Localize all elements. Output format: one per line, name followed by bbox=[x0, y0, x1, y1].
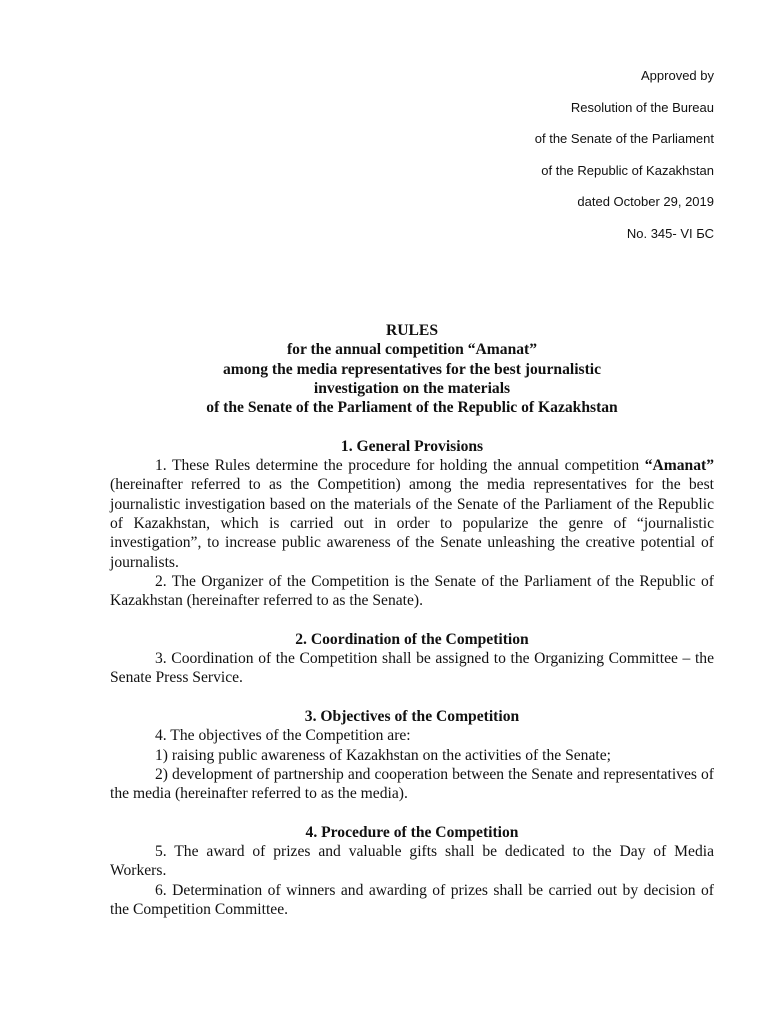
paragraph-1 bbox=[110, 456, 714, 572]
document-body bbox=[110, 321, 714, 919]
title-line: for the annual competition “Amanat” bbox=[286, 341, 538, 359]
paragraph-3: 3. Coordination of the Competition shall be assigned to the Organizing Committee – the Senate Press Service. bbox=[110, 650, 714, 687]
paragraph-2: 2. The Organizer of the Competition is the Senate of the Parliament of the Republic of Kazakhstan (hereinafter referred to as the Senate). bbox=[110, 572, 714, 610]
paragraph-4-item-1: 1) raising public awareness of Kazakhstan on the activities of the Senate; bbox=[155, 746, 611, 764]
paragraph-5: 5. The award of prizes and valuable gifts shall be dedicated to the Day of Media Workers. bbox=[110, 843, 714, 880]
section-heading-general-provisions: 1. General Provisions bbox=[340, 437, 484, 455]
title-line: RULES bbox=[386, 322, 438, 339]
paragraph-4: 4. The objectives of the Competition are: bbox=[155, 727, 411, 745]
paragraph-text: 1. These Rules determine the procedure for holding the annual competition bbox=[155, 457, 645, 475]
paragraph-6: 6. Determination of winners and awarding of prizes shall be carried out by decision of the Competition Committee. bbox=[110, 881, 714, 918]
paragraph-text: (hereinafter referred to as the Competition) among the media representatives for the best journalistic investigation based on the materials of the Senate of the Parliament of the Republic of Kazakhstan, which is carried out in order to popularize the genre of “journalistic investigation”, to increase public awareness of the Senate unleashing the creative potential of journalists. bbox=[110, 476, 714, 571]
approval-line: Resolution of the Bureau bbox=[570, 99, 714, 115]
section-heading-objectives: 3. Objectives of the Competition bbox=[304, 707, 520, 725]
approval-line: of the Republic of Kazakhstan bbox=[541, 162, 714, 178]
section-heading-coordination: 2. Coordination of the Competition bbox=[295, 630, 529, 648]
approval-line: No. 345- VI БС bbox=[626, 225, 714, 241]
title-line: among the media representatives for the best journalistic bbox=[222, 360, 602, 378]
title-line: investigation on the materials bbox=[313, 379, 511, 397]
approval-line: of the Senate of the Parliament bbox=[534, 131, 714, 146]
approval-line: Approved by bbox=[641, 68, 714, 83]
section-heading-procedure: 4. Procedure of the Competition bbox=[305, 823, 519, 841]
paragraph-4-item-2: 2) development of partnership and cooperation between the Senate and representatives of the media (hereinafter referred to as the media). bbox=[110, 765, 714, 803]
document-title bbox=[110, 321, 714, 417]
approval-block bbox=[535, 68, 714, 257]
title-line: of the Senate of the Parliament of the Republic of Kazakhstan bbox=[206, 399, 618, 417]
competition-name: “Amanat” bbox=[644, 457, 714, 475]
approval-line: dated October 29, 2019 bbox=[577, 194, 714, 209]
